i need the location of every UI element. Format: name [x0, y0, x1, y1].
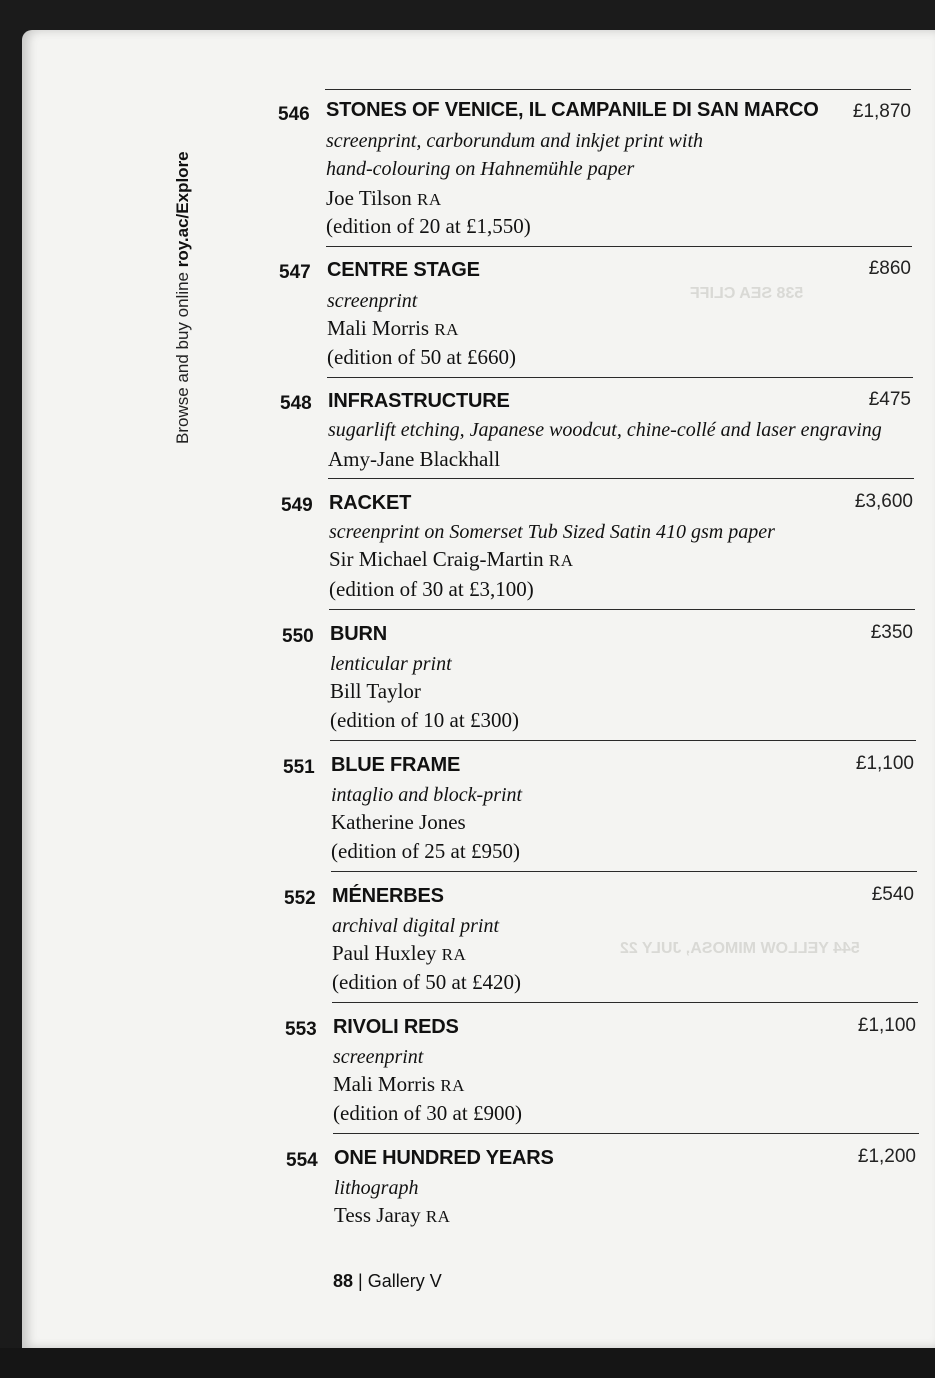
entry-price: £1,100	[855, 753, 914, 774]
entry-price: £1,200	[857, 1146, 916, 1167]
show-through-text: 538 SEA CLIFF	[690, 285, 804, 302]
entry-divider	[332, 1002, 918, 1003]
entry-title: CENTRE STAGE	[327, 259, 480, 281]
entry-artist	[326, 186, 442, 211]
entry-price: £3,600	[854, 491, 913, 512]
artist-honour: RA	[417, 190, 442, 209]
entry-divider	[328, 478, 914, 479]
browse-online-note	[173, 151, 193, 444]
artist-honour: RA	[441, 945, 467, 964]
entry-price: £1,870	[852, 101, 911, 122]
entry-number: 549	[281, 495, 313, 516]
entry-divider	[327, 377, 913, 378]
entry-number: 554	[286, 1150, 318, 1171]
artist-name: Joe Tilson	[326, 186, 412, 210]
artist-honour: RA	[440, 1076, 465, 1095]
entry-medium: screenprint	[333, 1046, 424, 1068]
artist-name: Bill Taylor	[330, 679, 421, 703]
entry-divider	[326, 246, 912, 247]
artist-honour: RA	[548, 551, 574, 570]
entry-artist	[332, 941, 466, 966]
artist-name: Sir Michael Craig-Martin	[329, 547, 544, 571]
page-footer	[333, 1271, 442, 1292]
entry-number: 553	[285, 1019, 317, 1040]
entry-title: BURN	[330, 623, 387, 645]
artist-name: Mali Morris	[327, 316, 430, 340]
show-through-text: 544 YELLOW MIMOSA, JULY 22	[620, 940, 860, 957]
entry-artist	[328, 447, 500, 472]
entry-artist	[329, 547, 574, 572]
entry-medium	[326, 127, 703, 183]
entry-artist	[330, 679, 421, 704]
entry-edition: (edition of 30 at £3,100)	[329, 577, 534, 601]
entry-title: ONE HUNDRED YEARS	[334, 1147, 554, 1169]
artist-name: Paul Huxley	[332, 941, 437, 965]
page-number: 88	[333, 1271, 354, 1291]
entry-edition: (edition of 10 at £300)	[330, 708, 519, 732]
entry-medium: screenprint	[327, 290, 418, 312]
entry-title: RACKET	[329, 492, 412, 514]
section-name: Gallery V	[367, 1271, 442, 1291]
entry-divider	[333, 1133, 919, 1134]
entry-title: INFRASTRUCTURE	[328, 390, 510, 412]
entry-number: 547	[279, 262, 311, 283]
artist-honour: RA	[425, 1207, 451, 1226]
entry-number: 550	[282, 626, 314, 647]
entry-title: STONES OF VENICE, IL CAMPANILE DI SAN MARCO	[326, 99, 819, 121]
entry-artist	[327, 316, 459, 341]
entry-medium: sugarlift etching, Japanese woodcut, chine-collé and laser engraving	[328, 419, 882, 441]
artist-name: Amy-Jane Blackhall	[328, 447, 501, 471]
entry-title: RIVOLI REDS	[333, 1016, 459, 1038]
explore-link[interactable]: roy.ac/Explore	[173, 151, 192, 268]
entry-edition: (edition of 50 at £420)	[332, 970, 521, 994]
artist-name: Tess Jaray	[334, 1203, 421, 1227]
entry-medium: lenticular print	[330, 653, 452, 675]
entry-price: £350	[870, 622, 913, 643]
entry-number: 552	[284, 888, 316, 909]
entry-medium: intaglio and block-print	[331, 784, 523, 806]
entry-price: £1,100	[857, 1015, 916, 1036]
scan-edge	[0, 1348, 935, 1378]
entry-number: 548	[280, 393, 312, 414]
browse-text: Browse and buy online	[173, 267, 192, 444]
entry-medium: screenprint on Somerset Tub Sized Satin 410 gsm paper	[329, 521, 775, 543]
entry-edition: (edition of 50 at £660)	[327, 345, 516, 369]
artist-name: Katherine Jones	[331, 810, 466, 834]
entry-medium: archival digital print	[332, 915, 500, 937]
entry-artist	[334, 1203, 450, 1228]
entry-price: £860	[868, 258, 911, 279]
artist-name: Mali Morris	[333, 1072, 436, 1096]
entry-edition: (edition of 20 at £1,550)	[326, 214, 531, 238]
medium-line: hand-colouring on Hahnemühle paper	[326, 158, 635, 180]
entry-number: 551	[283, 757, 315, 778]
entry-title: BLUE FRAME	[331, 754, 461, 776]
entry-divider	[329, 609, 915, 610]
entry-medium: lithograph	[334, 1177, 419, 1199]
entry-artist	[331, 810, 466, 835]
entry-edition: (edition of 25 at £950)	[331, 839, 520, 863]
entry-edition: (edition of 30 at £900)	[333, 1101, 522, 1125]
entry-divider	[330, 740, 916, 741]
entry-title: MÉNERBES	[332, 885, 444, 907]
medium-line: screenprint, carborundum and inkjet print with	[326, 130, 704, 152]
entry-price: £540	[871, 884, 914, 905]
entry-number: 546	[278, 104, 310, 125]
entry-artist	[333, 1072, 465, 1097]
entry-divider	[331, 871, 917, 872]
artist-honour: RA	[434, 320, 459, 339]
entry-divider	[325, 89, 911, 90]
footer-separator: |	[353, 1271, 368, 1291]
entry-price: £475	[868, 389, 911, 410]
